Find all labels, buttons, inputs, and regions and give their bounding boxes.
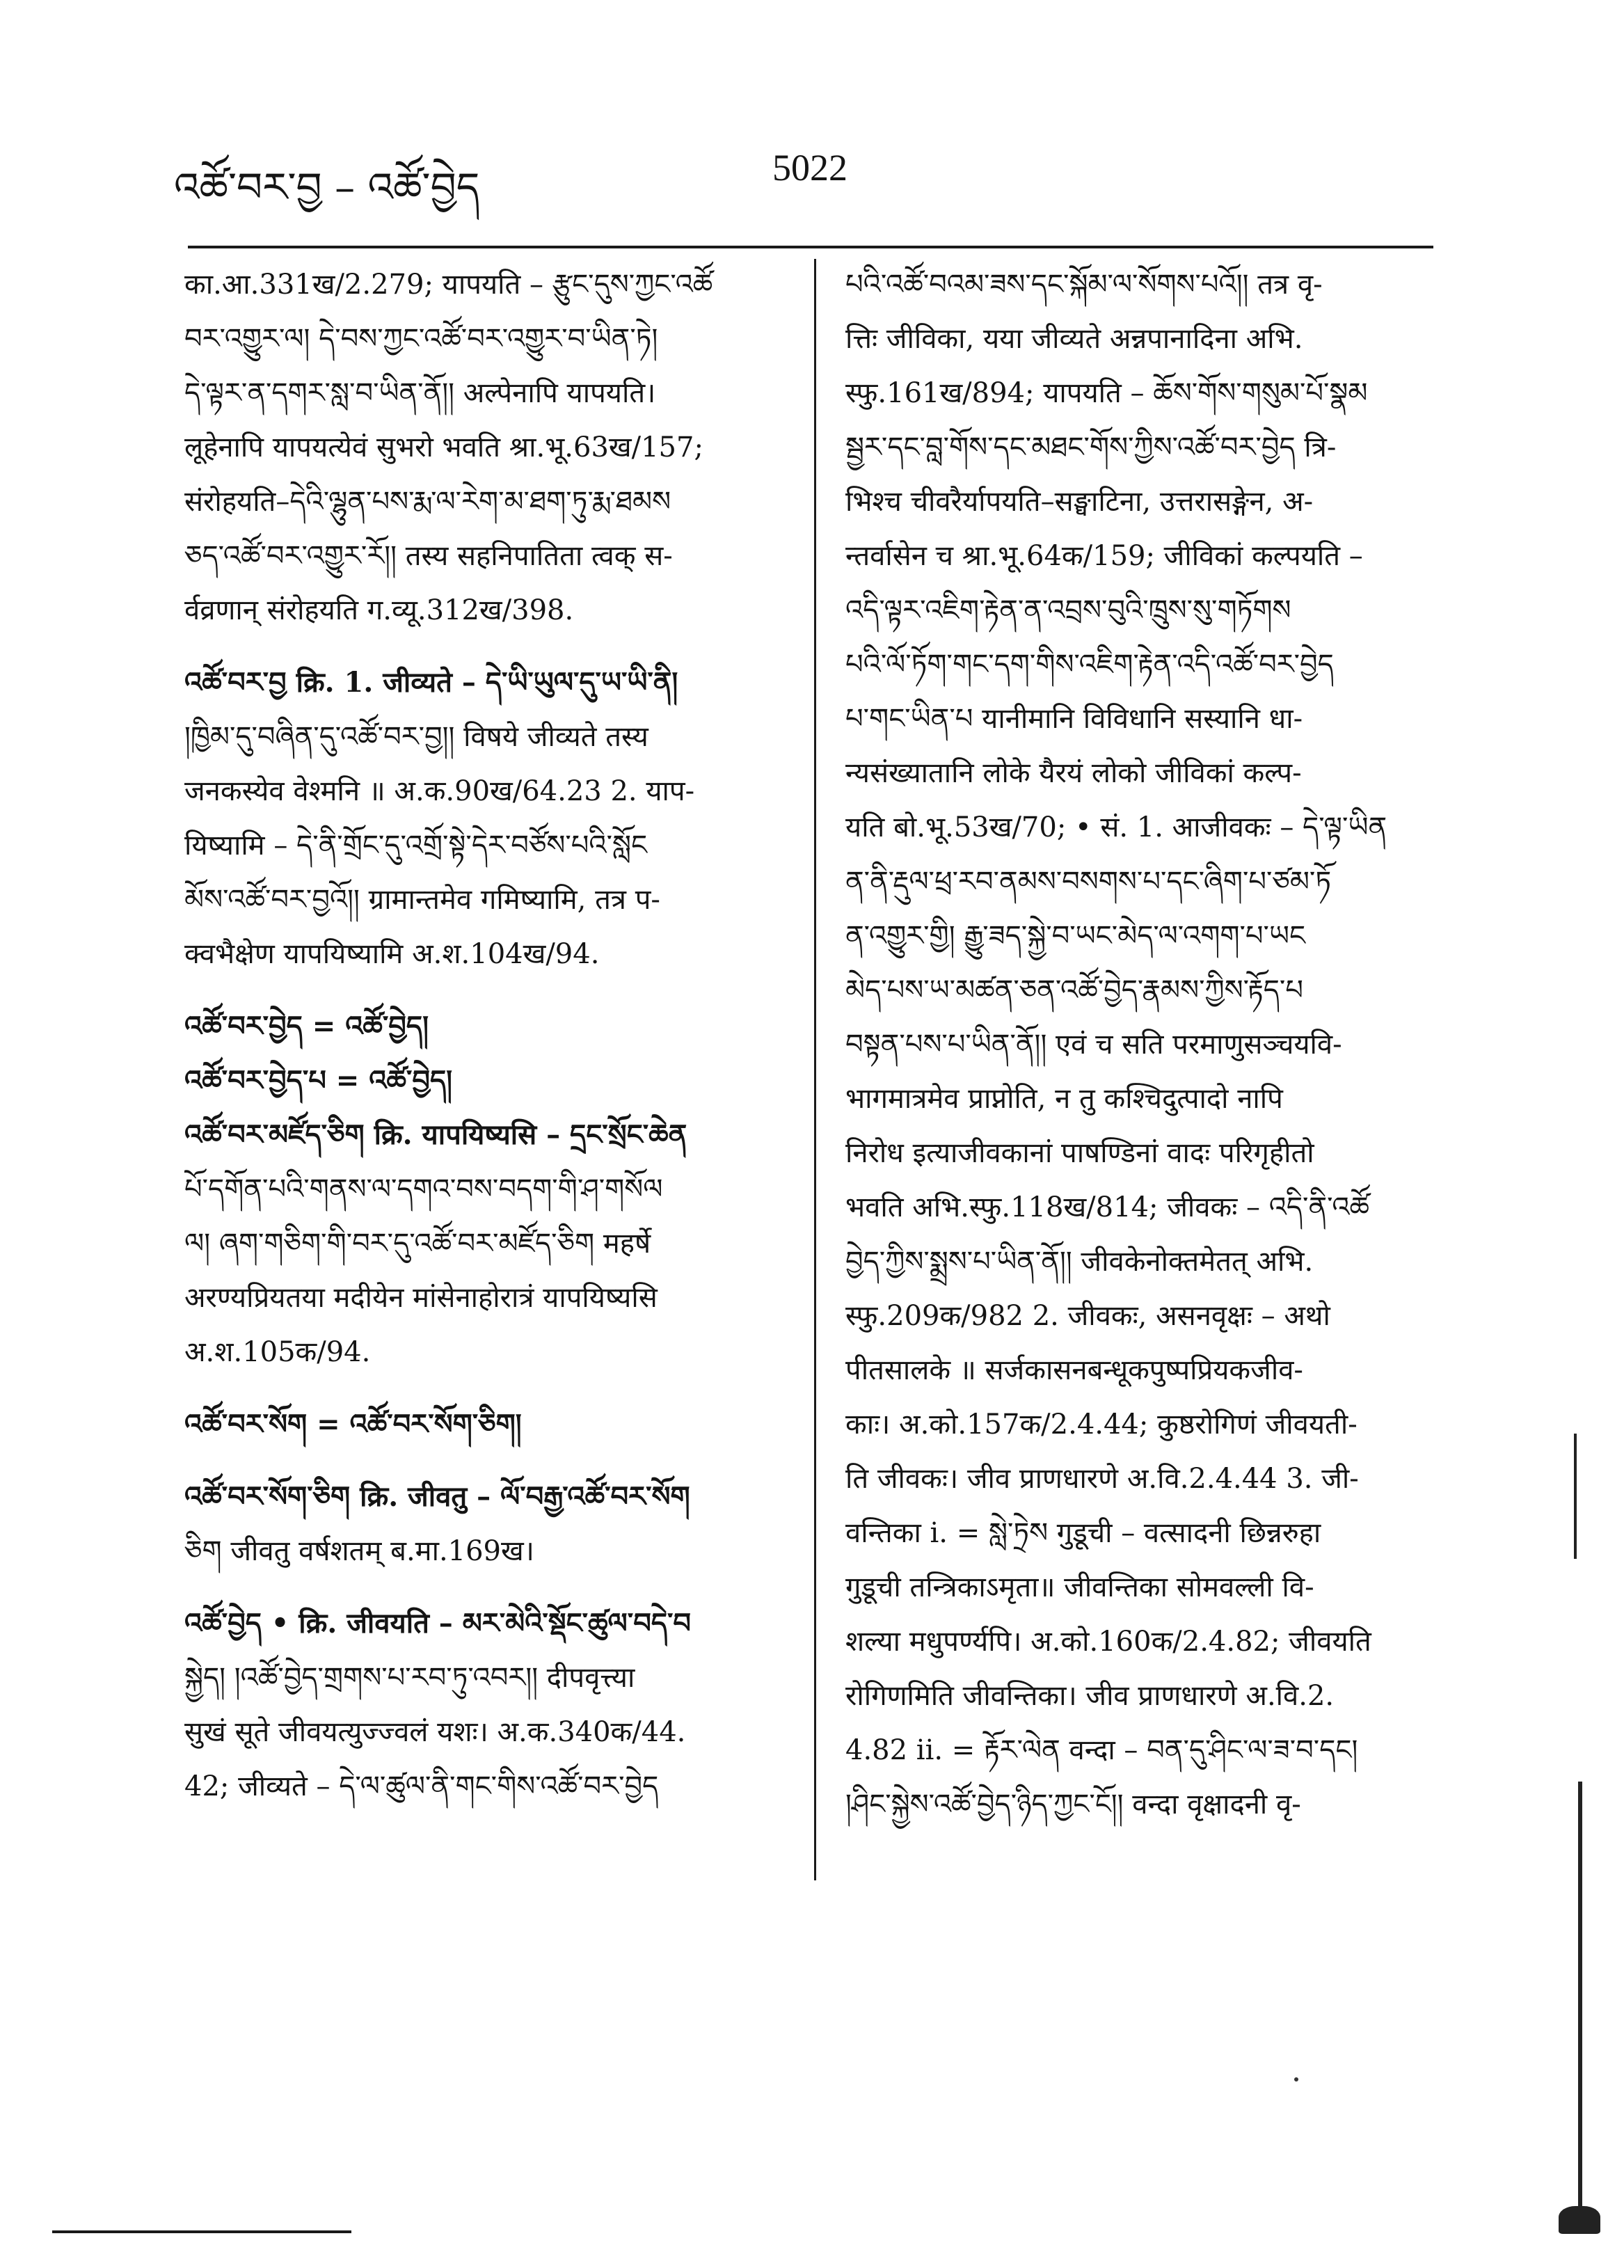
entry-headword-line: འཚོ་བར་བྱེད་པ = འཚོ་བྱེད། xyxy=(184,1064,453,1097)
text-line: न्तर्वासेन च श्रा.भू.64क/159; जीविकां कल्पयति – xyxy=(845,540,1363,572)
scan-speck xyxy=(1294,2077,1298,2081)
text-line: न्यसंख्यातानि लोके यैरयं लोको जीविकां कल्प- xyxy=(845,757,1302,789)
entry-spacer xyxy=(184,1379,790,1397)
text-line: काः। अ.को.157क/2.4.44; कुष्ठरोगिणं जीवयती- xyxy=(845,1409,1358,1441)
entry-spacer xyxy=(184,637,790,656)
text-line: भिश्च चीवरैर्यापयति–सङ्घाटिना, उत्तरासङ्गेन, अ- xyxy=(845,486,1314,518)
text-line: པའི་འཚོ་བའམ་ཟས་དང་སྐོམ་ལ་སོགས་པའོ།། तत्र वृ- xyxy=(845,269,1323,301)
text-line: 4.82 ii. = རྟོར་ལེན वन्दा – བན་དུ་ཤིང་ལ་ཟ་བ་དང། xyxy=(845,1734,1358,1766)
scan-edge-mark xyxy=(1559,2206,1600,2234)
text-line: यति बो.भू.53ख/70; • सं. 1. आजीवकः – དེ་ལྟ་ཡིན xyxy=(845,811,1387,843)
text-line: འདི་ལྟར་འཇིག་རྟེན་ན་འབྲས་བུའི་ཁྲུས་སུ་གཏོགས xyxy=(845,594,1291,626)
text-line: लूहेनापि यापयत्येवं सुभरो भवति श्रा.भू.63ख/157; xyxy=(184,431,703,463)
text-line: क्वभैक्षेण यापयिष्यामि अ.श.104ख/94. xyxy=(184,938,600,970)
text-line: पीतसालके ॥ सर्जकासनबन्धूकपुष्पप्रियकजीव- xyxy=(845,1354,1303,1386)
entry-spacer xyxy=(184,1578,790,1596)
text-line: མོས་འཚོ་བར་བྱའོ།། ग्रामान्तमेव गमिष्यामि, तत्र प- xyxy=(184,884,660,916)
entry-spacer xyxy=(184,1452,790,1470)
scan-edge-mark xyxy=(1574,1434,1577,1559)
text-line: र्वव्रणान् संरोहयति ग.व्यू.312ख/398. xyxy=(184,594,574,626)
text-line: བར་འགྱུར་ལ། དེ་བས་ཀྱང་འཚོ་བར་འགྱུར་བ་ཡིན་ཏེ། xyxy=(184,323,658,355)
entry-headword-line: འཚོ་བར་སོག = འཚོ་བར་སོག་ཅིག། xyxy=(184,1408,522,1441)
entry-headword-line: འཚོ་བྱེད • क्रि. जीवयति – མར་མེའི་སྡོང་ཚུལ་བདེ་བ xyxy=(184,1607,692,1640)
text-line: ན་འགྱུར་གྱི། རྒྱུ་ཟད་སྐྱེ་བ་ཡང་མེད་ལ་འགག་པ་ཡང xyxy=(845,920,1306,952)
left-column xyxy=(184,257,790,1814)
text-line: 42; जीव्यते – དེ་ལ་ཚུལ་ནི་གང་གིས་འཚོ་བར་བྱེད xyxy=(184,1770,659,1802)
text-line: ལ། ཞག་གཅིག་གི་བར་དུ་འཚོ་བར་མཛོད་ཅིག महर्षे xyxy=(184,1228,651,1260)
text-line: का.आ.331ख/2.279; यापयति – རྩུང་དུས་ཀྱང་འཚོ xyxy=(184,269,713,301)
text-line: भवति अभि.स्फु.118ख/814; जीवकः – འདི་ནི་འཚོ xyxy=(845,1191,1370,1223)
entry-headword-line: འཚོ་བར་བྱ क्रि. 1. जीव्यते – དེ་ཡི་ཡུལ་དུ་ཡ་ཡི་ནི། xyxy=(184,666,678,699)
text-line: བྱེད་ཀྱིས་སྨྲས་པ་ཡིན་ནོ།། जीवकेनोक्तमेतत् अभि. xyxy=(845,1246,1314,1278)
running-head: འཚོ་བར་བྱ – འཚོ་བྱེད xyxy=(174,164,480,211)
text-line: ཅིག जीवतु वर्षशतम् ब.मा.169ख। xyxy=(184,1535,534,1567)
text-line: यिष्यामि – དེ་ནི་གྲོང་དུ་འགྲོ་སྟེ་དེར་བཙོས་པའི་སློང xyxy=(184,830,648,862)
text-line: པོ་དགོན་པའི་གནས་ལ་དགའ་བས་བདག་གི་ཤ་གསོལ xyxy=(184,1173,663,1205)
page-number: 5022 xyxy=(772,147,847,189)
text-line: སྦྱར་དང་བླ་གོས་དང་མཐང་གོས་ཀྱིས་འཚོ་བར་བྱེད त्रि- xyxy=(845,431,1337,463)
text-line: स्फु.161ख/894; यापयति – ཆོས་གོས་གསུམ་པོ་སྣམ xyxy=(845,377,1368,409)
text-line: སྐྱེད། །འཚོ་བྱེད་གྲགས་པ་རབ་ཏུ་འབར།། दीपवृत्त्या xyxy=(184,1662,635,1694)
text-line: ན་ནི་རྡུལ་ཕྲ་རབ་ནམས་བསགས་པ་དང་ཞིག་པ་ཙམ་ཏོ xyxy=(845,866,1332,898)
column-divider xyxy=(814,259,816,1880)
text-line: रोगिणमिति जीवन्तिका। जीव प्राणधारणे अ.वि.2. xyxy=(845,1680,1335,1712)
scan-edge-mark xyxy=(1578,1782,1582,2227)
text-line: स्फु.209क/982 2. जीवकः, असनवृक्षः – अथो xyxy=(845,1300,1330,1332)
text-line: जनकस्येव वेश्मनि ॥ अ.क.90ख/64.23 2. याप- xyxy=(184,775,695,807)
text-line: त्तिः जीविका, यया जीव्यते अन्नपानादिना अभि. xyxy=(845,323,1303,355)
text-line: अरण्यप्रियतया मदीयेन मांसेनाहोरात्रं यापयिष्यसि xyxy=(184,1282,658,1314)
text-line: निरोध इत्याजीवकानां पाषण्डिनां वादः परिगृहीतो xyxy=(845,1137,1314,1169)
text-line: མེད་པས་ཡ་མཚན་ཅན་འཚོ་བྱེད་རྣམས་ཀྱིས་རྟོད་པ xyxy=(845,974,1303,1006)
text-line: དེ་ལྟར་ན་དགར་སླ་བ་ཡིན་ནོ།། अल्पेनापि यापयति। xyxy=(184,377,656,409)
text-line: संरोहयति–དེའི་ལྷུན་པས་རྨ་ལ་རེག་མ་ཐག་ཏུ་རྨ་ཐམས xyxy=(184,486,671,518)
text-line: गुडूची तन्त्रिकाऽमृता॥ जीवन्तिका सोमवल्ली वि- xyxy=(845,1571,1314,1603)
text-line: अ.श.105क/94. xyxy=(184,1336,371,1368)
entry-headword-line: འཚོ་བར་མཛོད་ཅིག क्रि. यापयिष्यसि – དྲང་སྲོང་ཆེན xyxy=(184,1118,687,1151)
text-line: ति जीवकः। जीव प्राणधारणे अ.वि.2.4.44 3. जी- xyxy=(845,1463,1359,1495)
text-line: शल्या मधुपर्ण्यपि। अ.को.160क/2.4.82; जीवयति xyxy=(845,1626,1371,1658)
entry-headword-line: འཚོ་བར་སོག་ཅིག क्रि. जीवतु – ལོ་བརྒྱ་འཚོ་བར་སོག xyxy=(184,1480,690,1513)
text-line: པ་གང་ཡིན་པ यानीमानि विविधानि सस्यानि धा- xyxy=(845,703,1303,735)
text-line: भागमात्रमेव प्राप्नोति, न तु कश्चिदुत्पादो नापि xyxy=(845,1083,1283,1115)
text-line: བསྟན་པས་པ་ཡིན་ནོ།། एवं च सति परमाणुसञ्चयवि- xyxy=(845,1029,1342,1061)
text-line: །ཁྱིམ་དུ་བཞིན་དུ་འཚོ་བར་བྱ།། विषये जीव्यते तस्य xyxy=(184,721,648,753)
text-line: ཅད་འཚོ་བར་འགྱུར་རོ།། तस्य सहनिपातिता त्वक् स- xyxy=(184,540,673,572)
right-column xyxy=(845,257,1437,1832)
text-line: པའི་ལོ་ཏོག་གང་དག་གིས་འཇིག་རྟེན་འདི་འཚོ་བར་བྱེད xyxy=(845,649,1334,681)
header-rule xyxy=(188,246,1433,248)
footer-rule xyxy=(52,2230,351,2233)
entry-headword-line: འཚོ་བར་བྱེད = འཚོ་བྱེད། xyxy=(184,1010,429,1042)
text-line: वन्तिका i. = སླེ་ཏྲེས गुडूची – वत्सादनी छिन्नरुहा xyxy=(845,1517,1321,1549)
entry-spacer xyxy=(184,981,790,999)
text-line: सुखं सूते जीवयत्युज्ज्वलं यशः। अ.क.340क/44. xyxy=(184,1716,686,1748)
text-line: །ཤིང་སྐྱེས་འཚོ་བྱེད་ཉིད་ཀྱང་ངོ།། वन्दा वृक्षादनी वृ- xyxy=(845,1789,1301,1821)
